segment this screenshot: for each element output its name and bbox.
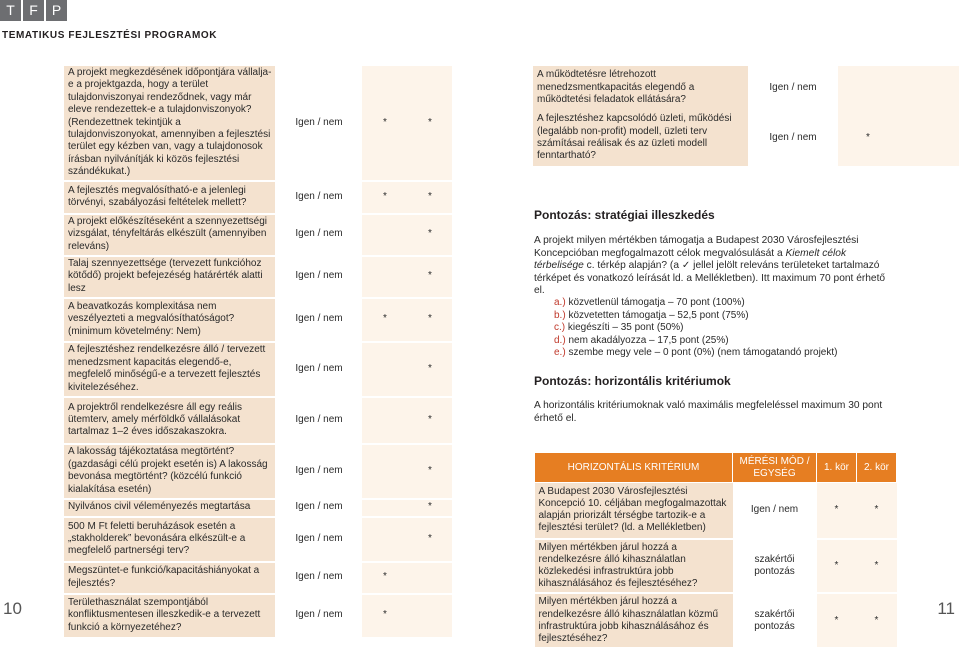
- logo-letter: P: [46, 0, 67, 21]
- scale-text: közvetetten támogatja – 52,5 pont (75%): [568, 309, 749, 321]
- table-row: [64, 256, 452, 298]
- row-answer: Igen / nem: [275, 342, 362, 397]
- table-row: [535, 593, 897, 648]
- row-question: A fejlesztéshez rendelkezésre álló / tervezett menedzsment kapacitás elegendő-e, megfelelő minőségű-e a tervezett fejlesztés kivitelezéséhez.: [64, 342, 275, 397]
- header-method: MÉRÉSI MÓD / EGYSÉG: [733, 453, 817, 483]
- horizontal-criteria-table: [534, 452, 897, 649]
- scale-text: közvetlenül támogatja – 70 pont (100%): [568, 297, 745, 308]
- row-question: A projekt megkezdésének időpontjára vállalja-e a projektgazda, hogy a terület tulajdonviszonyai rendeződnek, vagy már eleve rendezettek-e a tulajdonviszonyok? (Rendezettnek tekintjük a tulajdonviszonyokat, amennyiben a fejlesztési terület egy kézben van, vagy a tulajdonosok írásban nyilvánítják ki közös fejlesztési szándékukat.): [64, 66, 275, 181]
- feasibility-checklist-table: [64, 66, 452, 639]
- row-mark-2: *: [407, 499, 452, 517]
- row-answer: Igen / nem: [275, 66, 362, 181]
- row-answer: Igen / nem: [275, 517, 362, 562]
- table-row: [535, 539, 897, 594]
- table-row: [533, 110, 959, 166]
- scale-text: szembe megy vele – 0 pont (0%) (nem támogatandó projekt): [568, 347, 838, 359]
- criterion-text: Milyen mértékben járul hozzá a rendelkezésre álló kihasználatlan közlekedési infrastruktúra jobb kihasználásához és fejlesztéséhez?: [535, 539, 733, 594]
- scale-letter: a.): [554, 297, 566, 308]
- row-mark-1: *: [838, 110, 898, 166]
- row-mark-2: *: [407, 298, 452, 342]
- brand-title: TEMATIKUS FEJLESZTÉSI PROGRAMOK: [2, 30, 218, 41]
- table-row: [64, 562, 452, 594]
- row-mark-1: *: [362, 66, 407, 181]
- row-mark-2: *: [407, 397, 452, 444]
- scale-item: [554, 297, 837, 310]
- row-mark-2: *: [407, 214, 452, 256]
- strategic-text: [534, 235, 896, 298]
- table-row: [64, 214, 452, 256]
- row-answer: Igen / nem: [275, 256, 362, 298]
- table-row: [64, 181, 452, 214]
- horizontal-text: A horizontális kritériumoknak való maximális megfeleléssel maximum 30 pont érhető el.: [534, 400, 883, 424]
- table-row: [64, 397, 452, 444]
- scale-text: nem akadályozza – 17,5 pont (25%): [568, 334, 729, 346]
- row-mark-1: [362, 256, 407, 298]
- scale-letter: d.): [554, 334, 566, 346]
- criterion-round-1: *: [817, 539, 857, 594]
- row-mark-1: *: [362, 181, 407, 214]
- row-mark-1: [362, 214, 407, 256]
- row-mark-1: [362, 444, 407, 499]
- strategic-text-before: A projekt milyen mértékben támogatja a Budapest 2030 Városfejlesztési Koncepcióban megfogalmazott célok megvalósulását a: [534, 235, 859, 259]
- scale-item: [554, 310, 837, 323]
- row-question: 500 M Ft feletti beruházások esetén a „stakholderek” bevonására elkészült-e a megfelelő partnerségi terv?: [64, 517, 275, 562]
- row-question: Területhasználat szempontjából konfliktusmentesen illeszkedik-e a tervezett funkció a környezetéhez?: [64, 594, 275, 638]
- scale-text: kiegészíti – 35 pont (50%): [567, 322, 684, 334]
- row-mark-1: [362, 517, 407, 562]
- row-mark-1: [838, 66, 898, 110]
- row-question: Megszüntet-e funkció/kapacitáshiányokat a fejlesztés?: [64, 562, 275, 594]
- row-question: Talaj szennyezettsége (tervezett funkcióhoz kötődő) projekt befejezéség határérték alatti lesz: [64, 256, 275, 298]
- strategic-text-after: c. térkép alapján? (a ✓ jellel jelölt releváns területeket tartalmazó térképet és vonatkozó leírását ld. a Mellékletben). Itt maximum 70 pont érhető el.: [534, 260, 886, 296]
- row-mark-2: *: [407, 444, 452, 499]
- scale-item: [554, 335, 837, 348]
- row-question: A lakosság tájékoztatása megtörtént? (gazdasági célú projekt esetén is) A lakosság bevonása megtörtént? (közcélú funkció kialakítása esetén): [64, 444, 275, 499]
- table-row: [64, 499, 452, 517]
- row-mark-2: *: [407, 181, 452, 214]
- table-row: [64, 66, 452, 181]
- header-round-1: 1. kör: [817, 453, 857, 483]
- criterion-text: A Budapest 2030 Városfejlesztési Koncepció 10. céljában megfogalmazottak alapján priorizált térségbe tartozik-e a fejlesztési terület? (ld. a Mellékletben): [535, 483, 733, 539]
- criterion-round-2: *: [857, 483, 897, 539]
- row-mark-1: *: [362, 298, 407, 342]
- row-question: A fejlesztés megvalósítható-e a jelenlegi törvényi, szabályozási feltételek mellett?: [64, 181, 275, 214]
- row-question: A működtetésre létrehozott menedzsmentkapacitás elegendő a működtetési feladatok ellátására?: [533, 66, 748, 110]
- scale-item: [554, 322, 837, 335]
- strategic-text-italic: Kiemelt célok térbelisége: [534, 247, 847, 271]
- row-answer: Igen / nem: [275, 181, 362, 214]
- row-mark-2: [898, 66, 959, 110]
- row-mark-2: [407, 562, 452, 594]
- logo-letter: T: [0, 0, 21, 21]
- row-mark-1: [362, 342, 407, 397]
- logo: [0, 0, 67, 21]
- row-mark-1: *: [362, 594, 407, 638]
- operation-checklist-table: [533, 66, 959, 166]
- header-criterion: HORIZONTÁLIS KRITÉRIUM: [535, 453, 733, 483]
- row-question: A beavatkozás komplexitása nem veszélyezteti a megvalósíthatóságot? (minimum követelmény: Nem): [64, 298, 275, 342]
- criterion-round-2: *: [857, 539, 897, 594]
- page-number-right: 11: [937, 599, 955, 618]
- scale-item: [554, 347, 837, 360]
- scale-letter: c.): [554, 322, 566, 334]
- table-row: [64, 444, 452, 499]
- row-mark-2: [898, 110, 959, 166]
- criterion-round-2: *: [857, 593, 897, 648]
- row-answer: Igen / nem: [275, 499, 362, 517]
- criterion-method: Igen / nem: [733, 483, 817, 539]
- criterion-round-1: *: [817, 483, 857, 539]
- header-round-2: 2. kör: [857, 453, 897, 483]
- table-row: [64, 298, 452, 342]
- row-answer: Igen / nem: [275, 298, 362, 342]
- logo-letter: F: [23, 0, 44, 21]
- row-answer: Igen / nem: [748, 110, 838, 166]
- table-row: [64, 517, 452, 562]
- criterion-method: szakértői pontozás: [733, 593, 817, 648]
- row-mark-2: *: [407, 342, 452, 397]
- row-answer: Igen / nem: [748, 66, 838, 110]
- criterion-round-1: *: [817, 593, 857, 648]
- page-number-left: 10: [3, 599, 22, 618]
- scale-letter: e.): [554, 347, 566, 359]
- scale-letter: b.): [554, 309, 566, 321]
- scoring-scale: [554, 297, 837, 360]
- row-answer: Igen / nem: [275, 444, 362, 499]
- row-mark-2: *: [407, 66, 452, 181]
- table-row: [533, 66, 959, 110]
- row-mark-2: [407, 594, 452, 638]
- strategic-heading: Pontozás: stratégiai illeszkedés: [534, 208, 715, 222]
- criterion-text: Milyen mértékben járul hozzá a rendelkezésre álló kihasználatlan közmű infrastruktúra jobb kihasználásához és fejlesztéséhez?: [535, 593, 733, 648]
- row-question: A projekt előkészítéseként a szennyezettségi vizsgálat, tényfeltárás elkészült (amennyiben releváns): [64, 214, 275, 256]
- row-answer: Igen / nem: [275, 214, 362, 256]
- horizontal-heading: Pontozás: horizontális kritériumok: [534, 374, 731, 388]
- row-mark-2: *: [407, 517, 452, 562]
- row-question: Nyilvános civil véleményezés megtartása: [64, 499, 275, 517]
- row-question: A projektről rendelkezésre áll egy reális ütemterv, amely mérföldkő vállalásokat tartalmaz 1–2 éves időszakaszokra.: [64, 397, 275, 444]
- criterion-method: szakértői pontozás: [733, 539, 817, 594]
- row-mark-2: *: [407, 256, 452, 298]
- row-answer: Igen / nem: [275, 594, 362, 638]
- table-row: [535, 483, 897, 539]
- row-mark-1: [362, 499, 407, 517]
- table-row: [64, 342, 452, 397]
- row-answer: Igen / nem: [275, 562, 362, 594]
- table-row: [64, 594, 452, 638]
- row-answer: Igen / nem: [275, 397, 362, 444]
- row-question: A fejlesztéshez kapcsolódó üzleti, működési (legalább non-profit) modell, üzleti terv számításai reálisak és az üzleti modell fenntartható?: [533, 110, 748, 166]
- row-mark-1: [362, 397, 407, 444]
- row-mark-1: *: [362, 562, 407, 594]
